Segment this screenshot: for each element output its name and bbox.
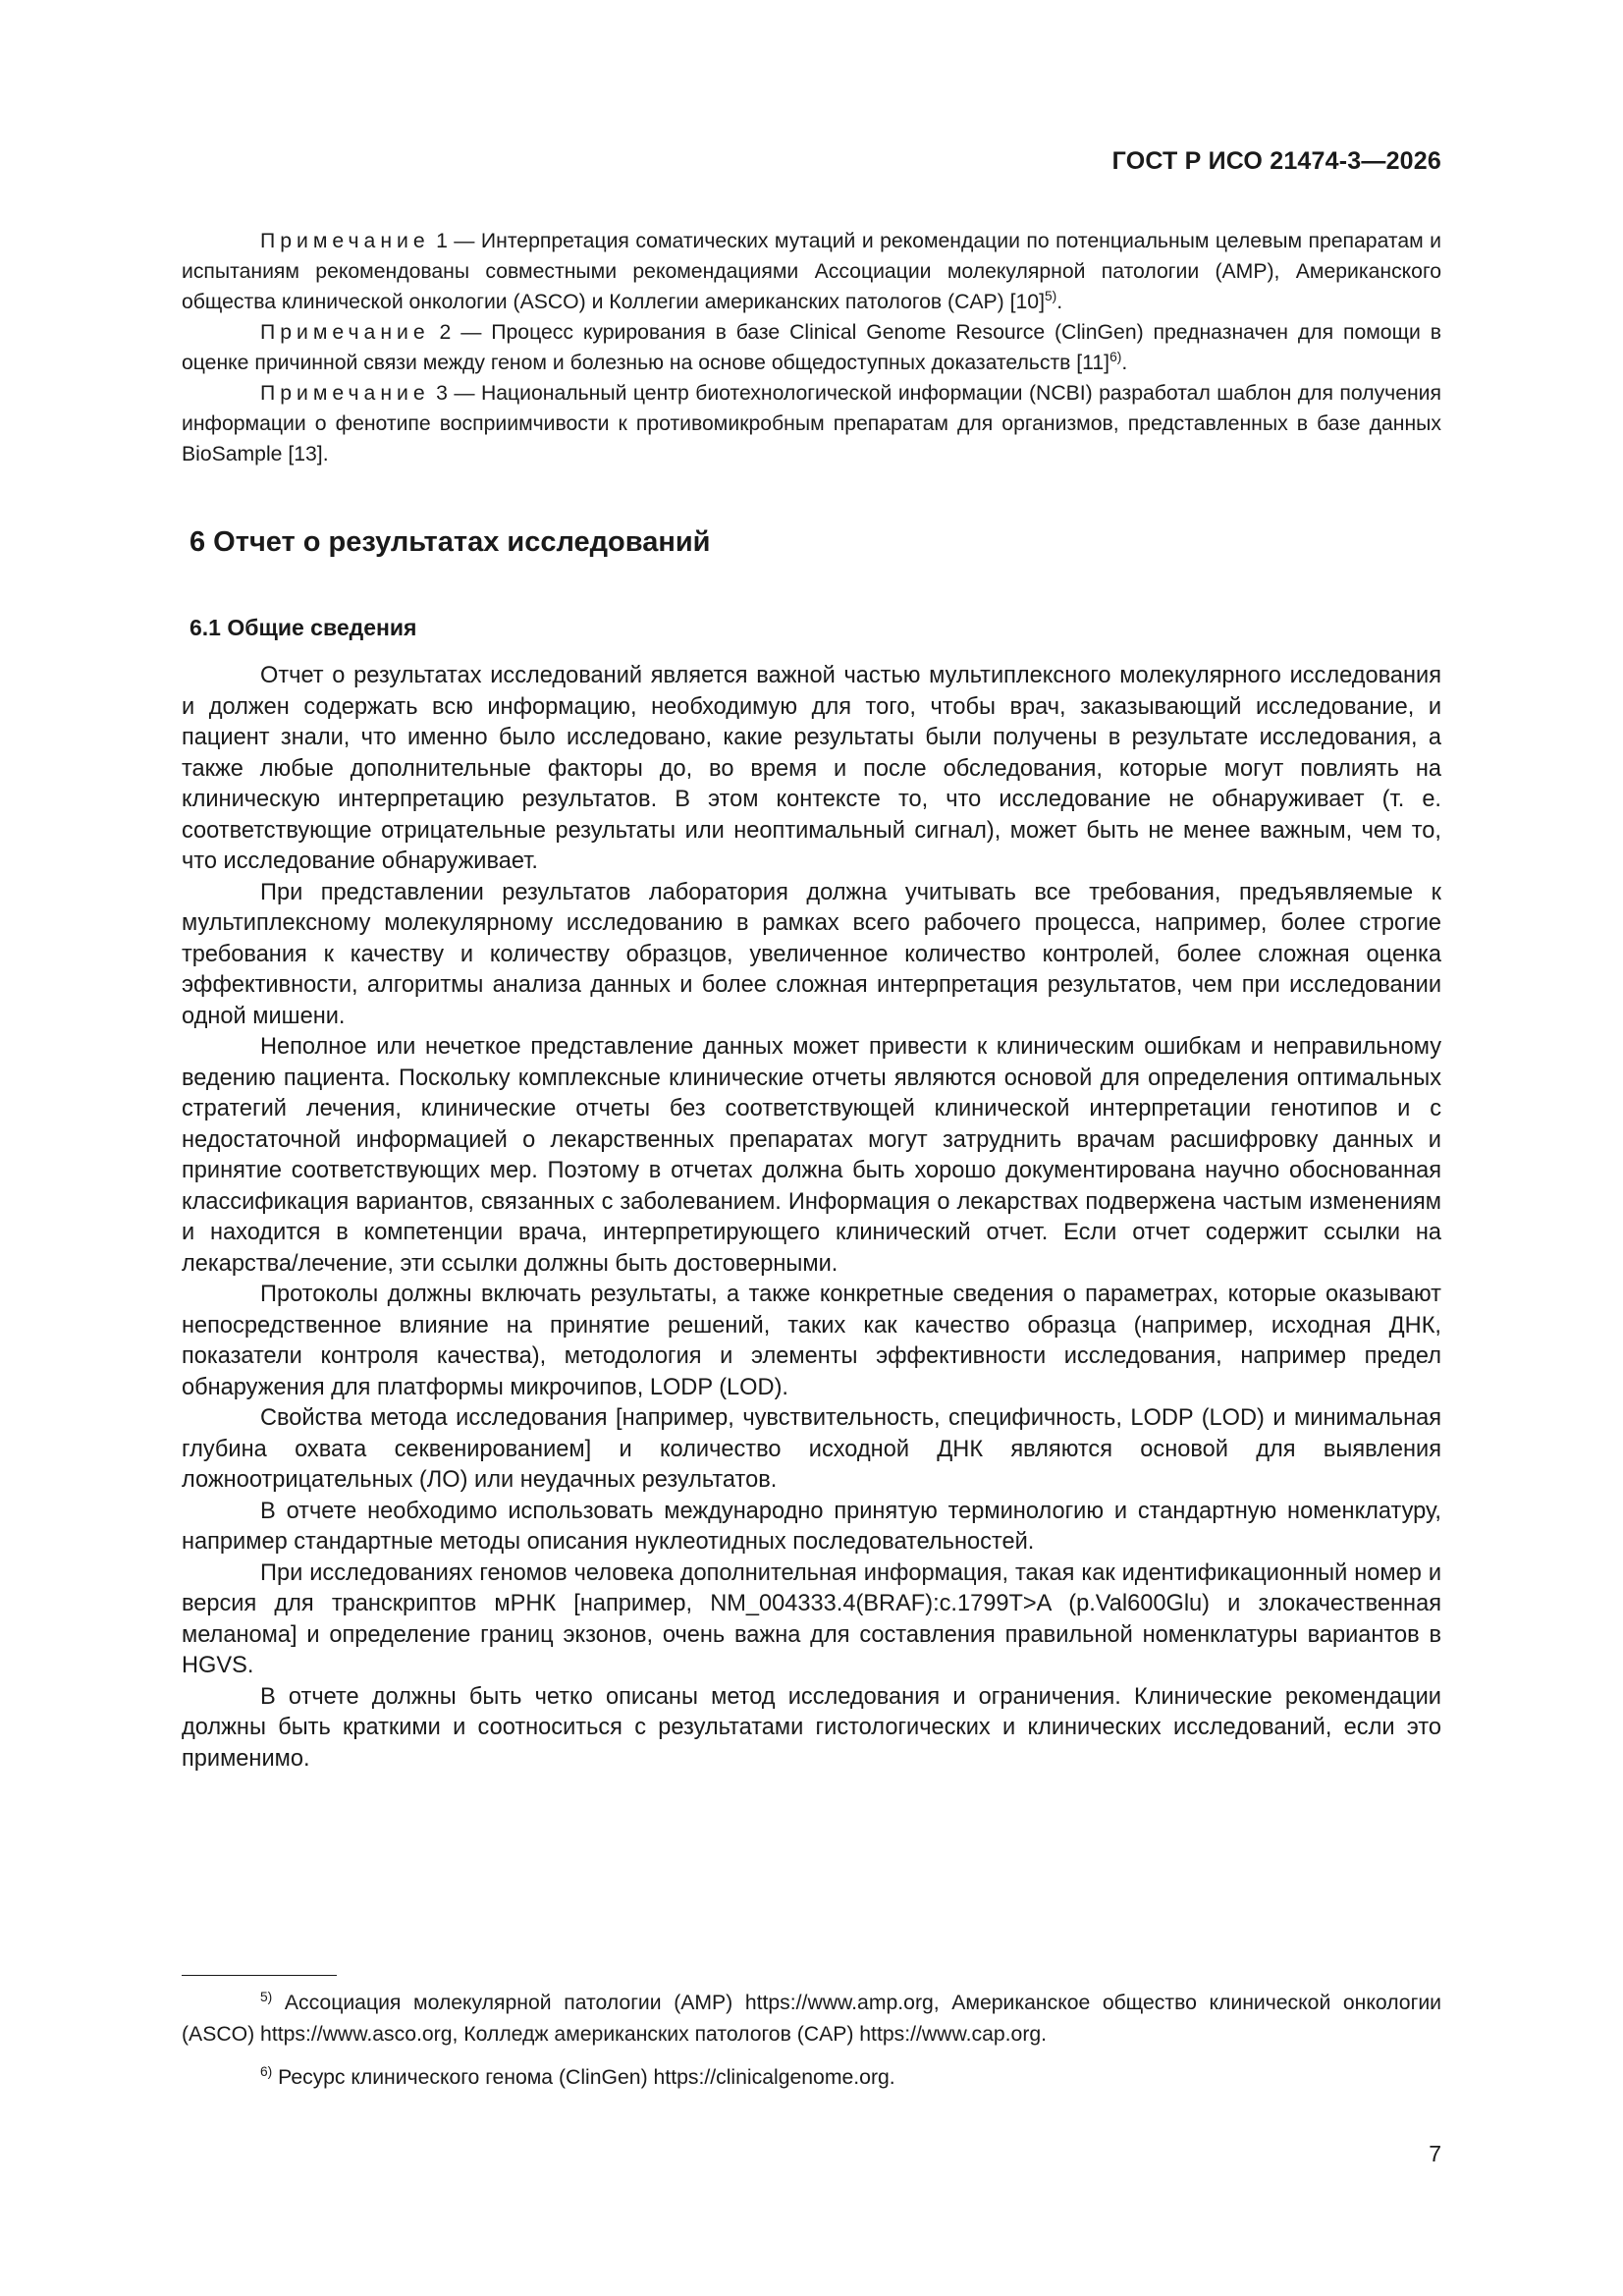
footnote-ref: 6) [1109, 349, 1122, 364]
paragraph-3: Неполное или нечеткое представление данных может привести к клиническим ошибкам и неправильному ведению пациента. Поскольку комплексные клинические отчеты являются основой для определения оптимальных стратегий лечения, клинические отчеты без соответствующей клинической интерпретации генотипов и с недостаточной информацией о лекарственных препаратах могут затруднить врачам расшифровку данных и принятие соответствующих мер. Поэтому в отчетах должна быть хорошо документирована научно обоснованная классификация вариантов, связанных с заболеванием. Информация о лекарствах подвержена частым изменениям и находится в компетенции врача, интерпретирующего клинический отчет. Если отчет содержит ссылки на лекарства/лечение, эти ссылки должны быть достоверными. [182, 1034, 1441, 1277]
notes-block [182, 226, 1441, 469]
footnote-text: Ассоциация молекулярной патологии (AMP) https://www.amp.org, Американское общество клинической онкологии (ASCO) https://www.asco.org, Колледж американских патологов (CAP) https://www.cap.org. [182, 1992, 1441, 2046]
note-text: 3 — Национальный центр биотехнологической информации (NCBI) разработал шаблон для получения информации о фенотипе восприимчивости к противомикробным препаратам для организмов, представленных в базе данных BioSample [13]. [182, 382, 1441, 465]
note-1 [182, 226, 1441, 317]
footnote-5 [182, 1988, 1441, 2050]
footnotes [182, 1988, 1441, 2105]
footnote-marker: 5) [260, 1989, 273, 2004]
note-tail: . [1056, 291, 1063, 313]
paragraph-1: Отчет о результатах исследований является важной частью мультиплексного молекулярного исследования и должен содержать всю информацию, необходимую для того, чтобы врач, заказывающий исследование, и пациент знали, что именно было исследовано, какие результаты были получены в результате исследования, а также любые дополнительные факторы до, во время и после обследования, которые могут повлиять на клиническую интерпретацию результатов. В этом контексте то, что исследование не обнаруживает (т. е. соответствующие отрицательные результаты или неоптимальный сигнал), может быть не менее важным, чем то, что исследование обнаруживает. [182, 663, 1441, 874]
paragraph-8: В отчете должны быть четко описаны метод исследования и ограничения. Клинические рекомендации должны быть краткими и соотноситься с результатами гистологических и клинических исследований, если это применимо. [182, 1683, 1441, 1772]
document-code: ГОСТ Р ИСО 21474-3—2026 [1111, 147, 1441, 175]
note-text: 2 — Процесс курирования в базе Clinical Genome Resource (ClinGen) предназначен для помощи в оценке причинной связи между геном и болезнью на основе общедоступных доказательств [11] [182, 321, 1441, 374]
subsection-heading: 6.1 Общие сведения [189, 615, 417, 640]
note-label: Примечание [260, 321, 430, 344]
note-label: Примечание [260, 230, 430, 252]
note-3 [182, 378, 1441, 469]
page-number: 7 [1429, 2141, 1441, 2166]
section-heading: 6 Отчет о результатах исследований [189, 526, 711, 558]
paragraph-5: Свойства метода исследования [например, чувствительность, специфичность, LODP (LOD) и минимальная глубина охвата секвенированием] и количество исходной ДНК являются основой для выявления ложноотрицательных (ЛО) или неудачных результатов. [182, 1405, 1441, 1493]
footnote-divider [182, 1975, 337, 1976]
paragraph-6: В отчете необходимо использовать международно принятую терминологию и стандартную номенклатуру, например стандартные методы описания нуклеотидных последовательностей. [182, 1498, 1441, 1555]
page-content [182, 226, 1441, 1772]
note-text: 1 — Интерпретация соматических мутаций и рекомендации по потенциальным целевым препаратам и испытаниям рекомендованы совместными рекомендациями Ассоциации молекулярной патологии (AMP), Американского общества клинической онкологии (ASCO) и Коллегии американских патологов (CAP) [10] [182, 230, 1441, 313]
footnote-ref: 5) [1044, 288, 1057, 303]
paragraph-2: При представлении результатов лаборатория должна учитывать все требования, предъявляемые к мультиплексному молекулярному исследованию в рамках всего рабочего процесса, например, более строгие требования к качеству и количеству образцов, увеличенное количество контролей, более сложная оценка эффективности, алгоритмы анализа данных и более сложная интерпретация результатов, чем при исследовании одной мишени. [182, 879, 1441, 1029]
paragraph-7: При исследованиях геномов человека дополнительная информация, такая как идентификационный номер и версия для транскриптов мРНК [например, NM_004333.4(BRAF):c.1799T>A (p.Val600Glu) и злокачественная меланома] и определение границ экзонов, очень важна для составления правильной номенклатуры вариантов в HGVS. [182, 1559, 1441, 1678]
paragraph-4: Протоколы должны включать результаты, а также конкретные сведения о параметрах, которые оказывают непосредственное влияние на принятие решений, таких как качество образца (например, исходная ДНК, показатели контроля качества), методология и элементы эффективности исследования, например предел обнаружения для платформы микрочипов, LODP (LOD). [182, 1282, 1441, 1400]
footnote-6 [182, 2062, 1441, 2094]
footnote-text: Ресурс клинического генома (ClinGen) https://clinicalgenome.org. [272, 2066, 895, 2089]
note-2 [182, 317, 1441, 378]
note-tail: . [1121, 352, 1128, 374]
body-text [182, 661, 1441, 1775]
footnote-marker: 6) [260, 2063, 273, 2079]
note-label: Примечание [260, 382, 430, 405]
